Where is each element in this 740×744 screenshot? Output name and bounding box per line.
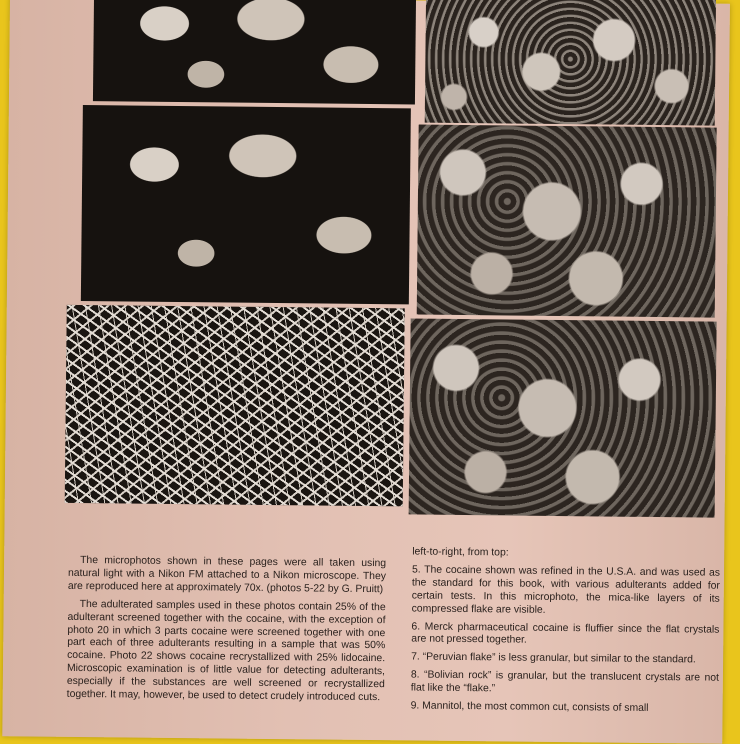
photo-bottom-left — [65, 305, 405, 507]
photo-bottom-right — [409, 318, 717, 517]
adulterant-paragraph: The adulterated samples used in these photos contain 25% of the adulterant screened together with the cocaine, with the exception of photo 20 in which 3 parts cocaine were screened together with one part each of three adulterants resulting in a sample that was 50% cocaine. Photo 22 shows cocaine recrystallized with 25% lidocaine. Microscopic examination is of little value for detecting adulterants, especially if the substances are well screened or recrystallized together. It may, however, be used to detect crudely introduced cuts. — [66, 598, 386, 704]
photo-mid-left — [81, 105, 411, 304]
book-page — [2, 0, 730, 744]
photo-top-right — [425, 0, 716, 126]
caption-item-7: 7. “Peruvian flake” is less granular, but similar to the standard. — [411, 651, 696, 666]
caption-heading: left-to-right, from top: — [412, 546, 509, 559]
right-text-column — [410, 546, 720, 721]
caption-item-5: 5. The cocaine shown was refined in the U.S.A. and was used as the standard for this book, with various adulterants added for certain tests. In this microphoto, the mica-like layers of its compressed flake are visible. — [411, 564, 721, 616]
caption-item-9: 9. Mannitol, the most common cut, consists of small — [410, 700, 649, 715]
photo-mid-right — [417, 125, 717, 318]
left-text-column — [67, 555, 387, 710]
caption-item-8: 8. “Bolivian rock” is granular, but the translucent crystals are not flat like the “flake.” — [410, 669, 719, 695]
intro-paragraph: The microphotos shown in these pages were all taken using natural light with a Nikon FM attached to a Nikon microscope. They are reproduced here at approximately 70x. (photos 5-22 by G. Pruitt) — [67, 554, 387, 595]
caption-item-6: 6. Merck pharmaceutical cocaine is fluffier since the flat crystals are not pressed together. — [411, 620, 720, 647]
photo-top-left — [93, 0, 416, 104]
